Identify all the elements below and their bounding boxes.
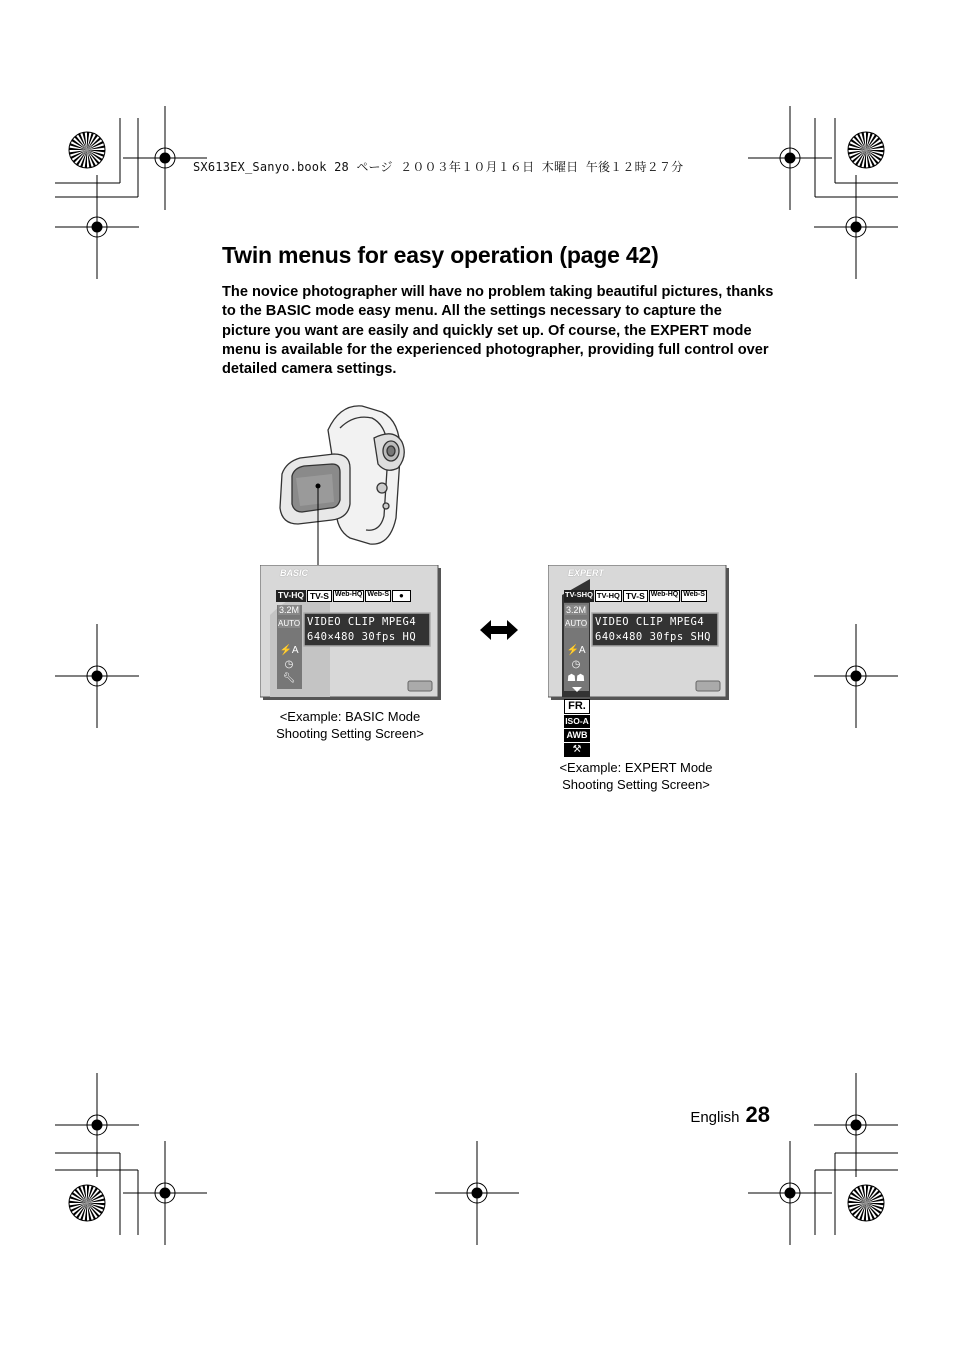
basic-caption <box>250 709 450 742</box>
basic-caption-line-2: Shooting Setting Screen> <box>276 725 424 741</box>
microphone-icon[interactable]: ● <box>392 590 411 602</box>
sunburst-mark <box>69 132 105 168</box>
tab-bar <box>276 590 411 602</box>
sunburst-mark <box>848 132 884 168</box>
self-timer-icon: ◷ <box>571 659 581 670</box>
tab-tv-shq[interactable]: TV-SHQ <box>564 590 594 602</box>
flash-auto-icon: ⚡A <box>566 645 586 656</box>
tab-web-s[interactable]: Web-S <box>681 590 707 602</box>
focus-auto-icon: AUTO <box>565 619 588 628</box>
tab-web-hq[interactable]: Web-HQ <box>333 590 364 602</box>
expert-caption-line-2: Shooting Setting Screen> <box>562 776 710 792</box>
tab-tv-s[interactable]: TV-S <box>623 590 648 602</box>
expert-caption-line-1: <Example: EXPERT Mode <box>559 760 713 775</box>
mode-label: EXPERT <box>568 568 604 578</box>
crosshair-mark <box>814 175 898 279</box>
page-number: 28 <box>745 1102 770 1127</box>
crosshair-mark <box>814 1073 898 1177</box>
resolution-icon: 3.2M <box>565 605 586 615</box>
crosshair-mark <box>55 1073 139 1177</box>
intro-paragraph: The novice photographer will have no problem taking beautiful pictures, thanks to the BASIC mode easy menu. All the settings necessary to capture the picture you want are easily and quickly set up. Of course, the EXPERT mode menu is available for the experienced photographer, providing full control over detailed camera settings. <box>222 284 774 378</box>
wrench-icon: ⚒ <box>564 743 590 757</box>
sunburst-mark <box>69 1185 105 1221</box>
video-format-line: VIDEO CLIP MPEG4 <box>595 616 705 628</box>
white-balance-icon: AWB <box>564 729 590 742</box>
print-header: SX613EX_Sanyo.book 28 ページ ２００３年１０月１６日 木曜日 午後１２時２７分 <box>193 160 684 174</box>
crosshair-mark <box>123 1141 207 1245</box>
page-footer <box>640 1102 770 1128</box>
crosshair-mark <box>814 624 898 728</box>
tab-tv-hq[interactable]: TV-HQ <box>278 590 304 600</box>
basic-caption-line-1: <Example: BASIC Mode <box>279 709 421 724</box>
video-size-line: 640×480 30fps SHQ <box>595 631 711 643</box>
sunburst-mark <box>848 1185 884 1221</box>
scene-icon: ☗☗ <box>567 673 585 684</box>
camera-illustration <box>270 398 420 573</box>
crosshair-mark <box>55 175 139 279</box>
video-format-line: VIDEO CLIP MPEG4 <box>307 616 417 628</box>
tab-web-hq[interactable]: Web-HQ <box>649 590 680 602</box>
section-title: Twin menus for easy operation (page 42) <box>222 242 659 268</box>
tab-web-s[interactable]: Web-S <box>365 590 391 602</box>
crosshair-mark <box>748 106 832 210</box>
resolution-icon: 3.2M <box>278 605 299 615</box>
double-arrow-icon <box>478 618 520 642</box>
mode-label: BASIC <box>280 568 309 578</box>
self-timer-icon: ◷ <box>284 659 294 670</box>
tab-tv-s[interactable]: TV-S <box>307 590 332 602</box>
wrench-icon: 🔧︎ <box>282 673 296 684</box>
video-size-line: 640×480 30fps HQ <box>307 631 417 643</box>
tab-bar <box>564 590 707 602</box>
crosshair-mark <box>55 624 139 728</box>
frame-rate-icon: FR. <box>564 699 590 714</box>
basic-mode-screen <box>260 565 438 697</box>
expert-mode-screen <box>548 565 726 697</box>
focus-auto-icon: AUTO <box>278 619 301 628</box>
crosshair-mark <box>435 1141 519 1245</box>
crosshair-mark <box>748 1141 832 1245</box>
expert-extra-icons <box>564 699 590 757</box>
tab-tv-hq[interactable]: TV-HQ <box>596 591 620 600</box>
footer-language: English <box>690 1109 740 1126</box>
iso-auto-icon: ISO-A <box>565 716 589 726</box>
flash-auto-icon: ⚡A <box>279 645 299 656</box>
expert-caption <box>536 760 736 793</box>
